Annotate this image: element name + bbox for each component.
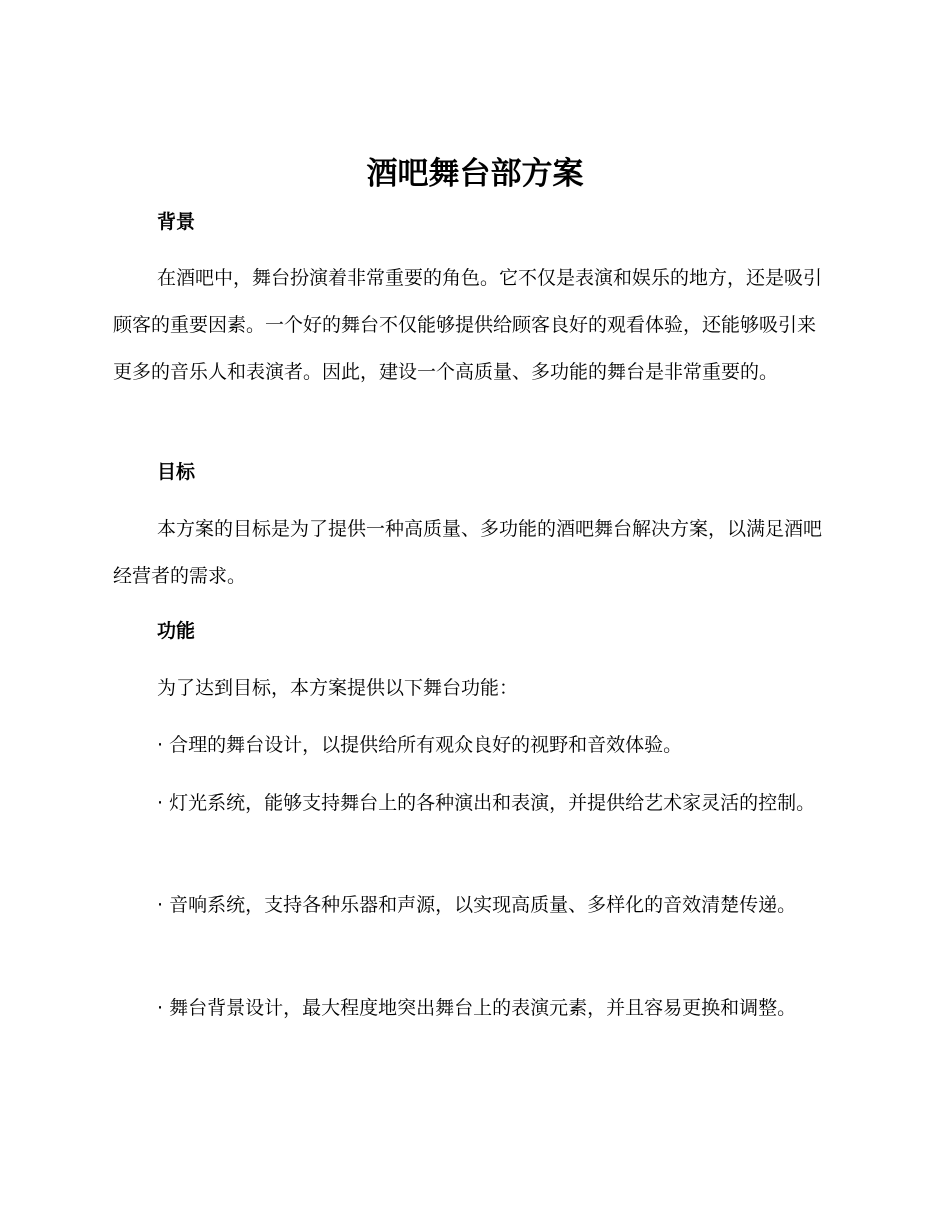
document-title: 酒吧舞台部方案 xyxy=(366,156,584,192)
features-intro-paragraph: 为了达到目标，本方案提供以下舞台功能： xyxy=(157,677,519,699)
section-heading-goal: 目标 xyxy=(157,461,196,483)
list-item: · 合理的舞台设计，以提供给所有观众良好的视野和音效体验。 xyxy=(157,734,683,756)
background-paragraph: 在酒吧中，舞台扮演着非常重要的角色。它不仅是表演和娱乐的地方，还是吸引顾客的重要因素。一个好的舞台不仅能够提供给顾客良好的观看体验，还能够吸引来更多的音乐人和表演者。因此，建设一个高质量、多功能的舞台是非常重要的。 xyxy=(113,267,823,383)
goal-paragraph: 本方案的目标是为了提供一种高质量、多功能的酒吧舞台解决方案，以满足酒吧经营者的需求。 xyxy=(113,518,823,587)
list-item: · 音响系统，支持各种乐器和声源，以实现高质量、多样化的音效清楚传递。 xyxy=(157,894,797,916)
list-item: · 灯光系统，能够支持舞台上的各种演出和表演，并提供给艺术家灵活的控制。 xyxy=(157,792,816,814)
list-item: · 舞台背景设计，最大程度地突出舞台上的表演元素，并且容易更换和调整。 xyxy=(157,997,797,1019)
section-heading-background: 背景 xyxy=(157,211,196,233)
section-heading-features: 功能 xyxy=(157,620,196,642)
